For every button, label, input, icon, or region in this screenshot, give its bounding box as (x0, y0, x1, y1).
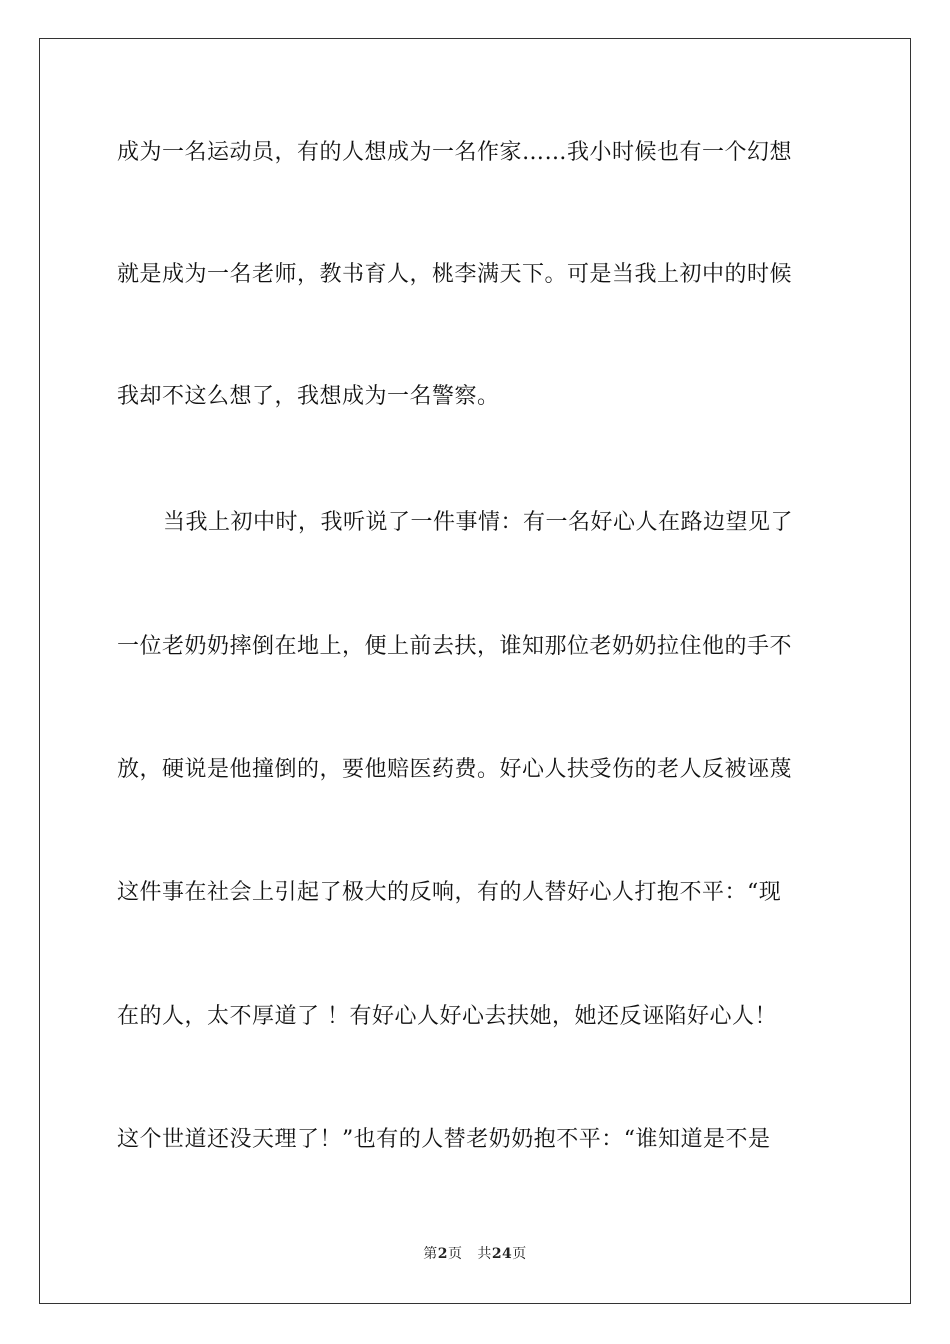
paragraph-line-indented: 当我上初中时，我听说了一件事情：有一名好心人在路边望见了 (163, 510, 794, 535)
paragraph-line: 在的人，太不厚道了 ！有好心人好心去扶她，她还反诬陷好心人！ (117, 1004, 777, 1029)
paragraph-line: 这件事在社会上引起了极大的反响，有的人替好心人打抱不平：“现 (117, 880, 782, 905)
page-prefix: 第 (423, 1246, 438, 1262)
paragraph-line: 放，硬说是他撞倒的，要他赔医药费。好心人扶受伤的老人反被诬蔑 (117, 757, 793, 782)
paragraph-line: 成为一名运动员，有的人想成为一名作家……我小时候也有一个幻想 (117, 140, 793, 165)
paragraph-line: 一位老奶奶摔倒在地上，便上前去扶，谁知那位老奶奶拉住他的手不 (117, 634, 793, 659)
paragraph-line: 就是成为一名老师，教书育人，桃李满天下。可是当我上初中的时候 (117, 262, 793, 287)
page-number: 2 (437, 1246, 448, 1262)
paragraph-line: 我却不这么想了，我想成为一名警察。 (117, 384, 500, 409)
page-footer (0, 1243, 950, 1263)
total-pages: 24 (491, 1246, 513, 1262)
page-border (39, 38, 911, 1304)
paragraph-line: 这个世道还没天理了！”也有的人替老奶奶抱不平：“谁知道是不是 (117, 1127, 771, 1152)
total-suffix: 页 (512, 1246, 527, 1262)
page-suffix: 页 (447, 1246, 463, 1262)
total-prefix: 共 (477, 1246, 492, 1262)
